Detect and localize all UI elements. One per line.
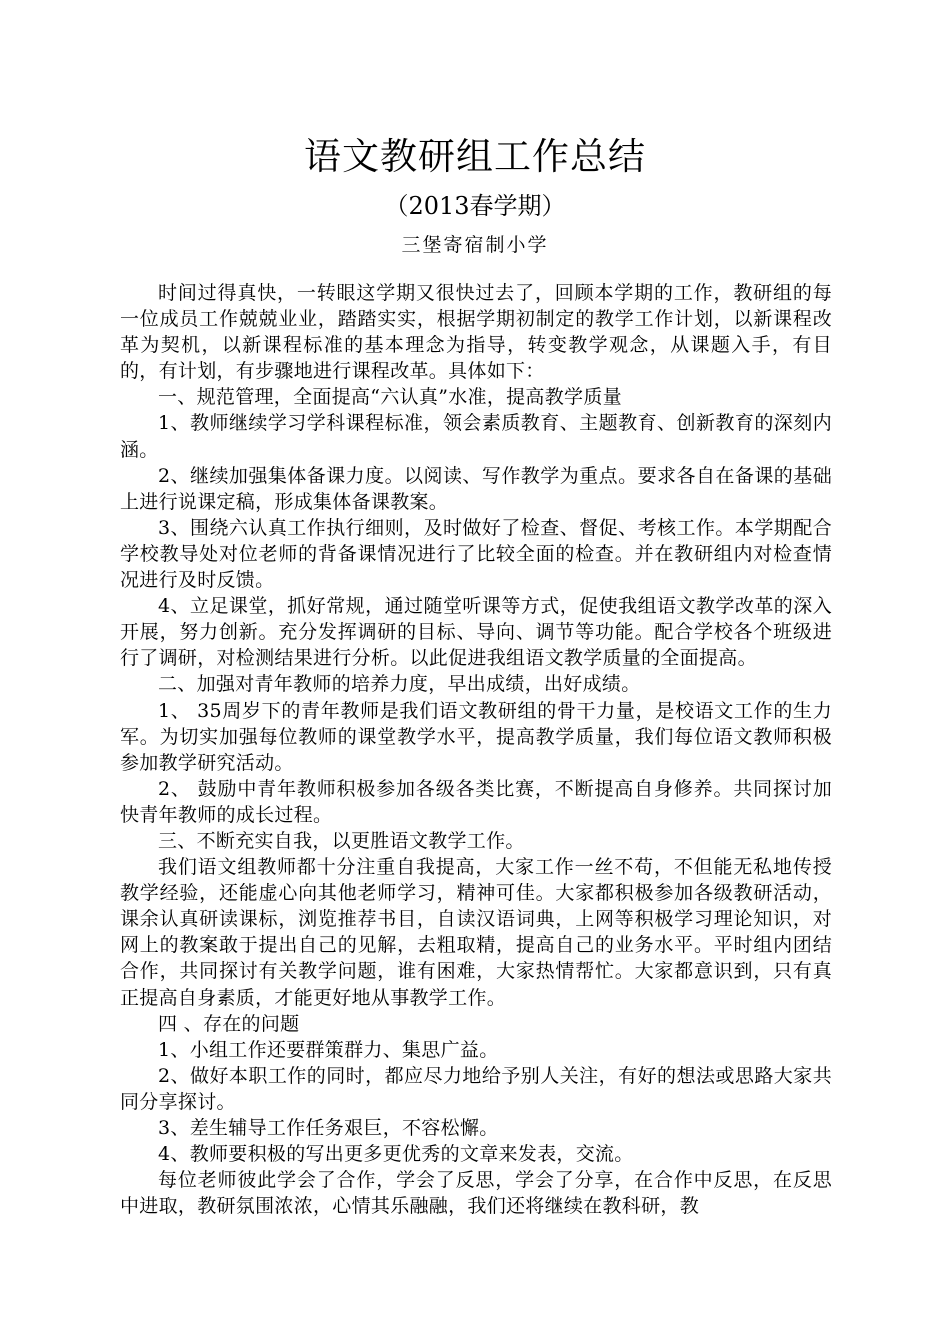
paragraph: 2、做好本职工作的同时，都应尽力地给予别人关注，有好的想法或思路大家共同分享探讨。 (120, 1064, 832, 1113)
paragraph: 4、立足课堂，抓好常规，通过随堂听课等方式，促使我组语文教学改革的深入开展，努力创新。充分发挥调研的目标、导向、调节等功能。配合学校各个班级进行了调研，对检测结果进行分析。以此促进我组语文教学质量的全面提高。 (120, 595, 832, 670)
document-subtitle: （2013春学期） (384, 192, 566, 220)
paragraph: 2、继续加强集体备课力度。以阅读、写作教学为重点。要求各自在备课的基础上进行说课定稿，形成集体备课教案。 (120, 464, 832, 513)
section-heading-2: 二、加强对青年教师的培养力度，早出成绩，出好成绩。 (158, 673, 641, 696)
school-name: 三堡寄宿制小学 (401, 234, 549, 256)
paragraph: 1、 35周岁下的青年教师是我们语文教研组的骨干力量，是校语文工作的生力军。为切实加强每位教师的课堂教学水平，提高教学质量，我们每位语文教师积极参加教学研究活动。 (120, 699, 832, 774)
document-title: 语文教研组工作总结 (304, 135, 646, 178)
paragraph-intro: 时间过得真快，一转眼这学期又很快过去了，回顾本学期的工作，教研组的每一位成员工作兢兢业业，踏踏实实，根据学期初制定的教学工作计划，以新课程改革为契机，以新课程标准的基本理念为指导，转变教学观念，从课题入手，有目的，有计划，有步骤地进行课程改革。具体如下： (120, 282, 832, 383)
paragraph: 1、小组工作还要群策群力、集思广益。 (158, 1038, 499, 1061)
paragraph-closing: 每位老师彼此学会了合作，学会了反思，学会了分享，在合作中反思，在反思中进取，教研氛围浓浓，心情其乐融融，我们还将继续在教科研，教 (120, 1169, 832, 1218)
paragraph: 4、教师要积极的写出更多更优秀的文章来发表，交流。 (158, 1143, 634, 1166)
section-heading-1: 一、规范管理，全面提高“六认真”水准，提高教学质量 (158, 386, 622, 409)
section-heading-3: 三、不断充实自我，以更胜语文教学工作。 (158, 829, 525, 852)
paragraph: 3、差生辅导工作任务艰巨，不容松懈。 (158, 1117, 499, 1139)
document-body (120, 280, 832, 1219)
paragraph: 2、 鼓励中青年教师积极参加各级各类比赛，不断提高自身修养。共同探讨加快青年教师的成长过程。 (120, 777, 832, 826)
paragraph: 1、教师继续学习学科课程标准，领会素质教育、主题教育、创新教育的深刻内涵。 (120, 412, 832, 461)
paragraph: 3、围绕六认真工作执行细则，及时做好了检查、督促、考核工作。本学期配合学校教导处对位老师的背备课情况进行了比较全面的检查。并在教研组内对检查情况进行及时反馈。 (120, 516, 832, 592)
paragraph: 我们语文组教师都十分注重自我提高，大家工作一丝不苟，不但能无私地传授教学经验，还能虚心向其他老师学习，精神可佳。大家都积极参加各级教研活动，课余认真研读课标，浏览推荐书目，自读汉语词典，上网等积极学习理论知识，对网上的教案敢于提出自己的见解，去粗取精，提高自己的业务水平。平时组内团结合作，共同探讨有关教学问题，谁有困难，大家热情帮忙。大家都意识到，只有真正提高自身素质，才能更好地从事教学工作。 (120, 856, 832, 1009)
section-heading-4: 四 、存在的问题 (158, 1012, 300, 1035)
